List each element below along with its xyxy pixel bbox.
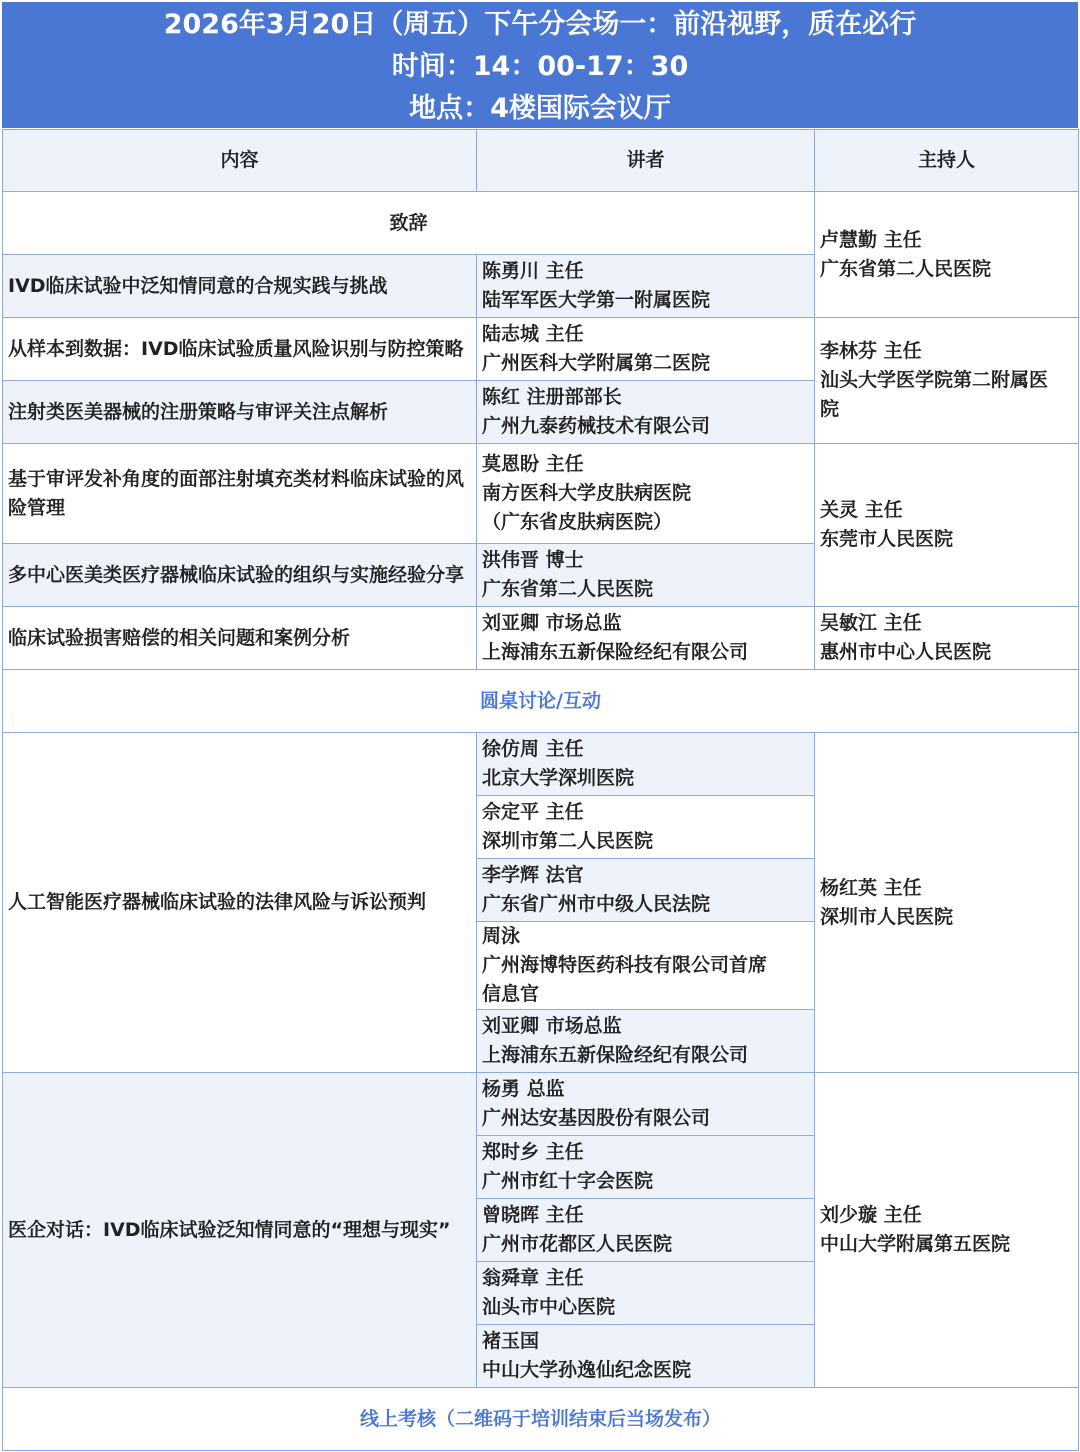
speaker-cell [477,544,815,607]
host-name: 关灵 主任 [820,499,903,521]
speaker-cell [477,1010,815,1073]
host-name: 刘少璇 主任 [820,1204,922,1226]
speaker-org: 上海浦东五新保险经纪有限公司 [482,1044,749,1066]
speaker-name: 刘亚卿 市场总监 [482,612,622,634]
host-name: 卢慧勤 主任 [820,228,922,251]
speaker-org: 中山大学孙逸仙纪念医院 [482,1359,692,1381]
speaker-org: 广州市花都区人民医院 [482,1233,673,1255]
speaker-name: 洪伟晋 博士 [482,549,584,571]
host-org: 东莞市人民医院 [820,528,954,550]
speaker-org: 北京大学深圳医院 [482,767,635,789]
topic-cell: 基于审评发补角度的面部注射填充类材料临床试验的风险管理 [3,444,477,544]
speaker-org: 广东省广州市中级人民法院 [482,893,711,915]
speaker-org: 广州达安基因股份有限公司 [482,1107,711,1129]
speaker-name: 刘亚卿 市场总监 [482,1015,622,1037]
speaker-name: 徐仿周 主任 [482,738,584,760]
speaker-cell [477,255,815,318]
speaker-org: 南方医科大学皮肤病医院 [482,482,692,504]
host-org: 中山大学附属第五医院 [820,1233,1011,1255]
column-header-speaker: 讲者 [477,130,815,192]
speaker-cell [477,607,815,670]
speaker-name: 曾晓晖 主任 [482,1204,584,1226]
table-row [3,318,1079,381]
speaker-name: 杨勇 总监 [482,1078,565,1100]
host-cell [815,733,1079,1073]
closing-cell: 线上考核（二维码于培训结束后当场发布） [3,1388,1079,1451]
topic-cell: 从样本到数据：IVD临床试验质量风险识别与防控策略 [3,318,477,381]
session-venue: 地点：4楼国际会议厅 [409,93,671,124]
speaker-name: 褚玉国 [482,1330,540,1352]
column-header-host: 主持人 [815,130,1079,192]
table-row [3,192,1079,255]
speaker-title: 信息官 [482,983,540,1005]
host-org-cont: 院 [820,398,840,420]
host-name: 杨红英 主任 [820,876,922,899]
speaker-org: 广州海博特医药科技有限公司首席 [482,954,768,976]
schedule-table [2,129,1079,1451]
speaker-cell [477,733,815,796]
host-org: 广东省第二人民医院 [820,257,992,280]
column-header-content: 内容 [3,130,477,192]
host-cell [815,444,1079,607]
topic-cell: 临床试验损害赔偿的相关问题和案例分析 [3,607,477,670]
topic-cell: 医企对话：IVD临床试验泛知情同意的“理想与现实” [3,1073,477,1388]
speaker-org: 广州医科大学附属第二医院 [482,352,711,374]
speaker-cell [477,1073,815,1136]
speaker-org: 广州市红十字会医院 [482,1170,654,1192]
speaker-org: 深圳市第二人民医院 [482,830,654,852]
session-header [2,2,1078,128]
speaker-name: 陆志城 主任 [482,323,584,345]
roundtable-cell: 圆桌讨论/互动 [3,670,1079,733]
table-row [3,670,1079,733]
topic-cell: 人工智能医疗器械临床试验的法律风险与诉讼预判 [3,733,477,1073]
speaker-org-note: （广东省皮肤病医院） [482,511,673,533]
speaker-cell [477,381,815,444]
speaker-name: 佘定平 主任 [482,801,584,823]
table-row [3,607,1079,670]
table-row [3,1388,1079,1451]
speaker-name: 莫恩盼 主任 [482,453,584,475]
speaker-name: 李学辉 法官 [482,864,584,886]
speaker-org: 陆军军医大学第一附属医院 [482,289,711,311]
speaker-cell [477,796,815,859]
host-name: 吴敏江 主任 [820,612,922,634]
speaker-cell [477,859,815,922]
session-title: 2026年3月20日（周五）下午分会场一：前沿视野，质在必行 [163,9,917,40]
speaker-org: 上海浦东五新保险经纪有限公司 [482,641,749,663]
host-cell [815,318,1079,444]
speaker-name: 陈勇川 主任 [482,260,584,282]
host-org: 惠州市中心人民医院 [820,641,992,663]
table-row [3,444,1079,544]
speaker-org: 汕头市中心医院 [482,1296,616,1318]
speaker-org: 广州九泰药械技术有限公司 [482,415,711,437]
speaker-cell [477,1325,815,1388]
speaker-cell [477,1199,815,1262]
topic-cell: IVD临床试验中泛知情同意的合规实践与挑战 [3,255,477,318]
host-org: 汕头大学医学院第二附属医 [820,369,1049,391]
host-cell [815,192,1079,318]
table-row [3,1073,1079,1136]
speaker-cell [477,1136,815,1199]
session-time: 时间：14：00-17：30 [391,51,689,82]
opening-cell: 致辞 [3,192,815,255]
speaker-cell [477,444,815,544]
speaker-cell [477,922,815,1010]
table-row [3,733,1079,796]
speaker-name: 郑时乡 主任 [482,1141,584,1163]
topic-cell: 注射类医美器械的注册策略与审评关注点解析 [3,381,477,444]
host-org: 深圳市人民医院 [820,905,954,928]
topic-cell: 多中心医美类医疗器械临床试验的组织与实施经验分享 [3,544,477,607]
host-cell [815,607,1079,670]
host-cell [815,1073,1079,1388]
host-name: 李林芬 主任 [820,340,922,362]
speaker-name: 翁舜章 主任 [482,1267,584,1289]
speaker-name: 陈红 注册部部长 [482,386,622,408]
speaker-cell [477,1262,815,1325]
speaker-name: 周泳 [482,925,521,947]
table-header-row [3,130,1079,192]
speaker-org: 广东省第二人民医院 [482,578,654,600]
speaker-cell [477,318,815,381]
